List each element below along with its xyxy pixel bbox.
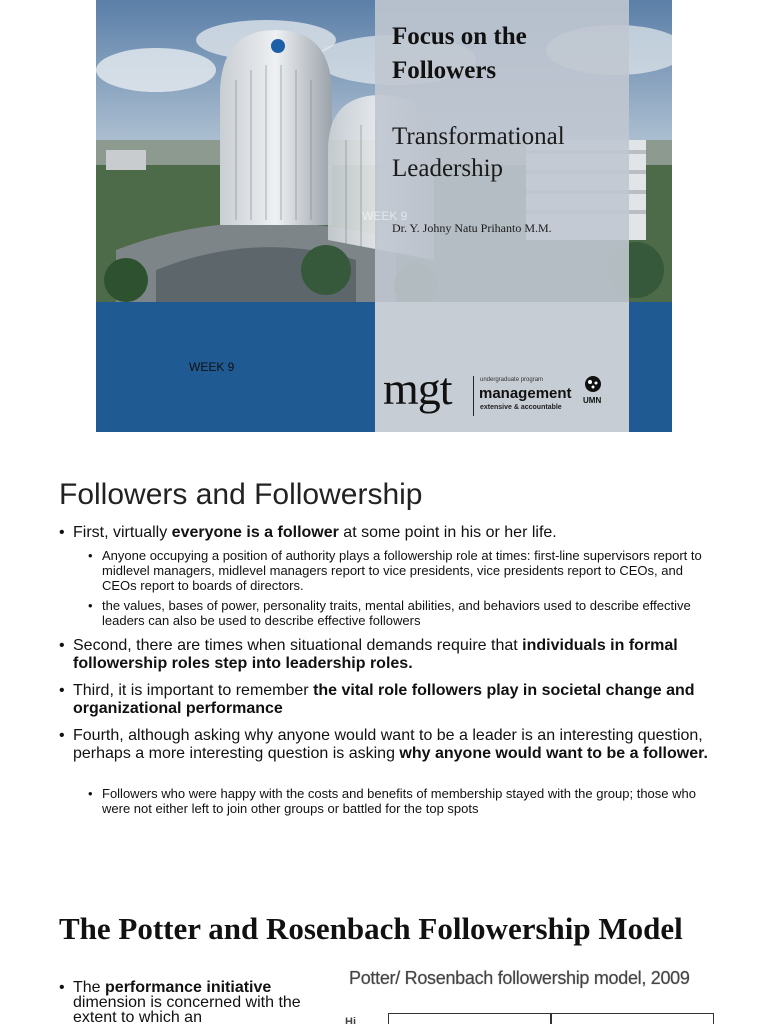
bullet-item: • Fourth, although asking why anyone would want to be a leader is an interesting question, perhaps a more interesting question is asking why anyone would want to be a follower. — [59, 727, 719, 763]
bullet-item: • Third, it is important to remember the vital role followers play in societal change and organizational performance — [59, 682, 719, 718]
followers-slide — [0, 432, 768, 864]
sub-bullet-item: • Anyone occupying a position of authority plays a followership role at times: first-line supervisors report to midlevel managers, midlevel managers report to vice presidents, vice presidents report to CEOs, and CEOs report to boards of directors. — [88, 548, 718, 593]
umn-logo-text: UMN — [583, 396, 602, 405]
logo-program-text: undergraduate program — [480, 377, 544, 383]
potter-rosenbach-slide — [0, 864, 768, 1024]
cover-title: Focus on the Followers — [392, 23, 527, 84]
cover-subtitle: Transformational Leadership — [392, 123, 565, 182]
mgt-logo-mark: mgt — [383, 363, 452, 414]
cover-author: Dr. Y. Johny Natu Prihanto M.M. — [392, 221, 552, 235]
figure-title: Potter/ Rosenbach followership model, 2009 — [349, 968, 690, 988]
logo-divider — [473, 376, 474, 416]
slide-title: Followers and Followership — [59, 478, 423, 511]
bullet-item: • Second, there are times when situational demands require that individuals in formal followership roles step into leadership roles. — [59, 637, 719, 673]
slide-title: The Potter and Rosenbach Followership Model — [59, 911, 683, 946]
logo-name-text: management — [479, 385, 572, 402]
sub-bullet-item: • the values, bases of power, personality traits, mental abilities, and behaviors used to describe effective leaders can also be used to describe effective followers — [88, 598, 718, 628]
figure-axis-label: Hi — [345, 1016, 356, 1024]
logo-tagline-text: extensive & accountable — [480, 404, 562, 411]
sub-bullet-item: • Followers who were happy with the costs and benefits of membership stayed with the group; those who were not either left to join other groups or battled for the top spots — [88, 786, 718, 816]
week-label-overlay: WEEK 9 — [362, 209, 408, 223]
figure-quadrant-grid — [388, 1013, 714, 1024]
bullet-item: • First, virtually everyone is a follower at some point in his or her life. — [59, 524, 719, 542]
bullet-item: • The performance initiative dimension is concerned with the extent to which an — [59, 980, 309, 1024]
week-label: WEEK 9 — [189, 360, 235, 374]
umn-logo-icon — [582, 374, 604, 414]
